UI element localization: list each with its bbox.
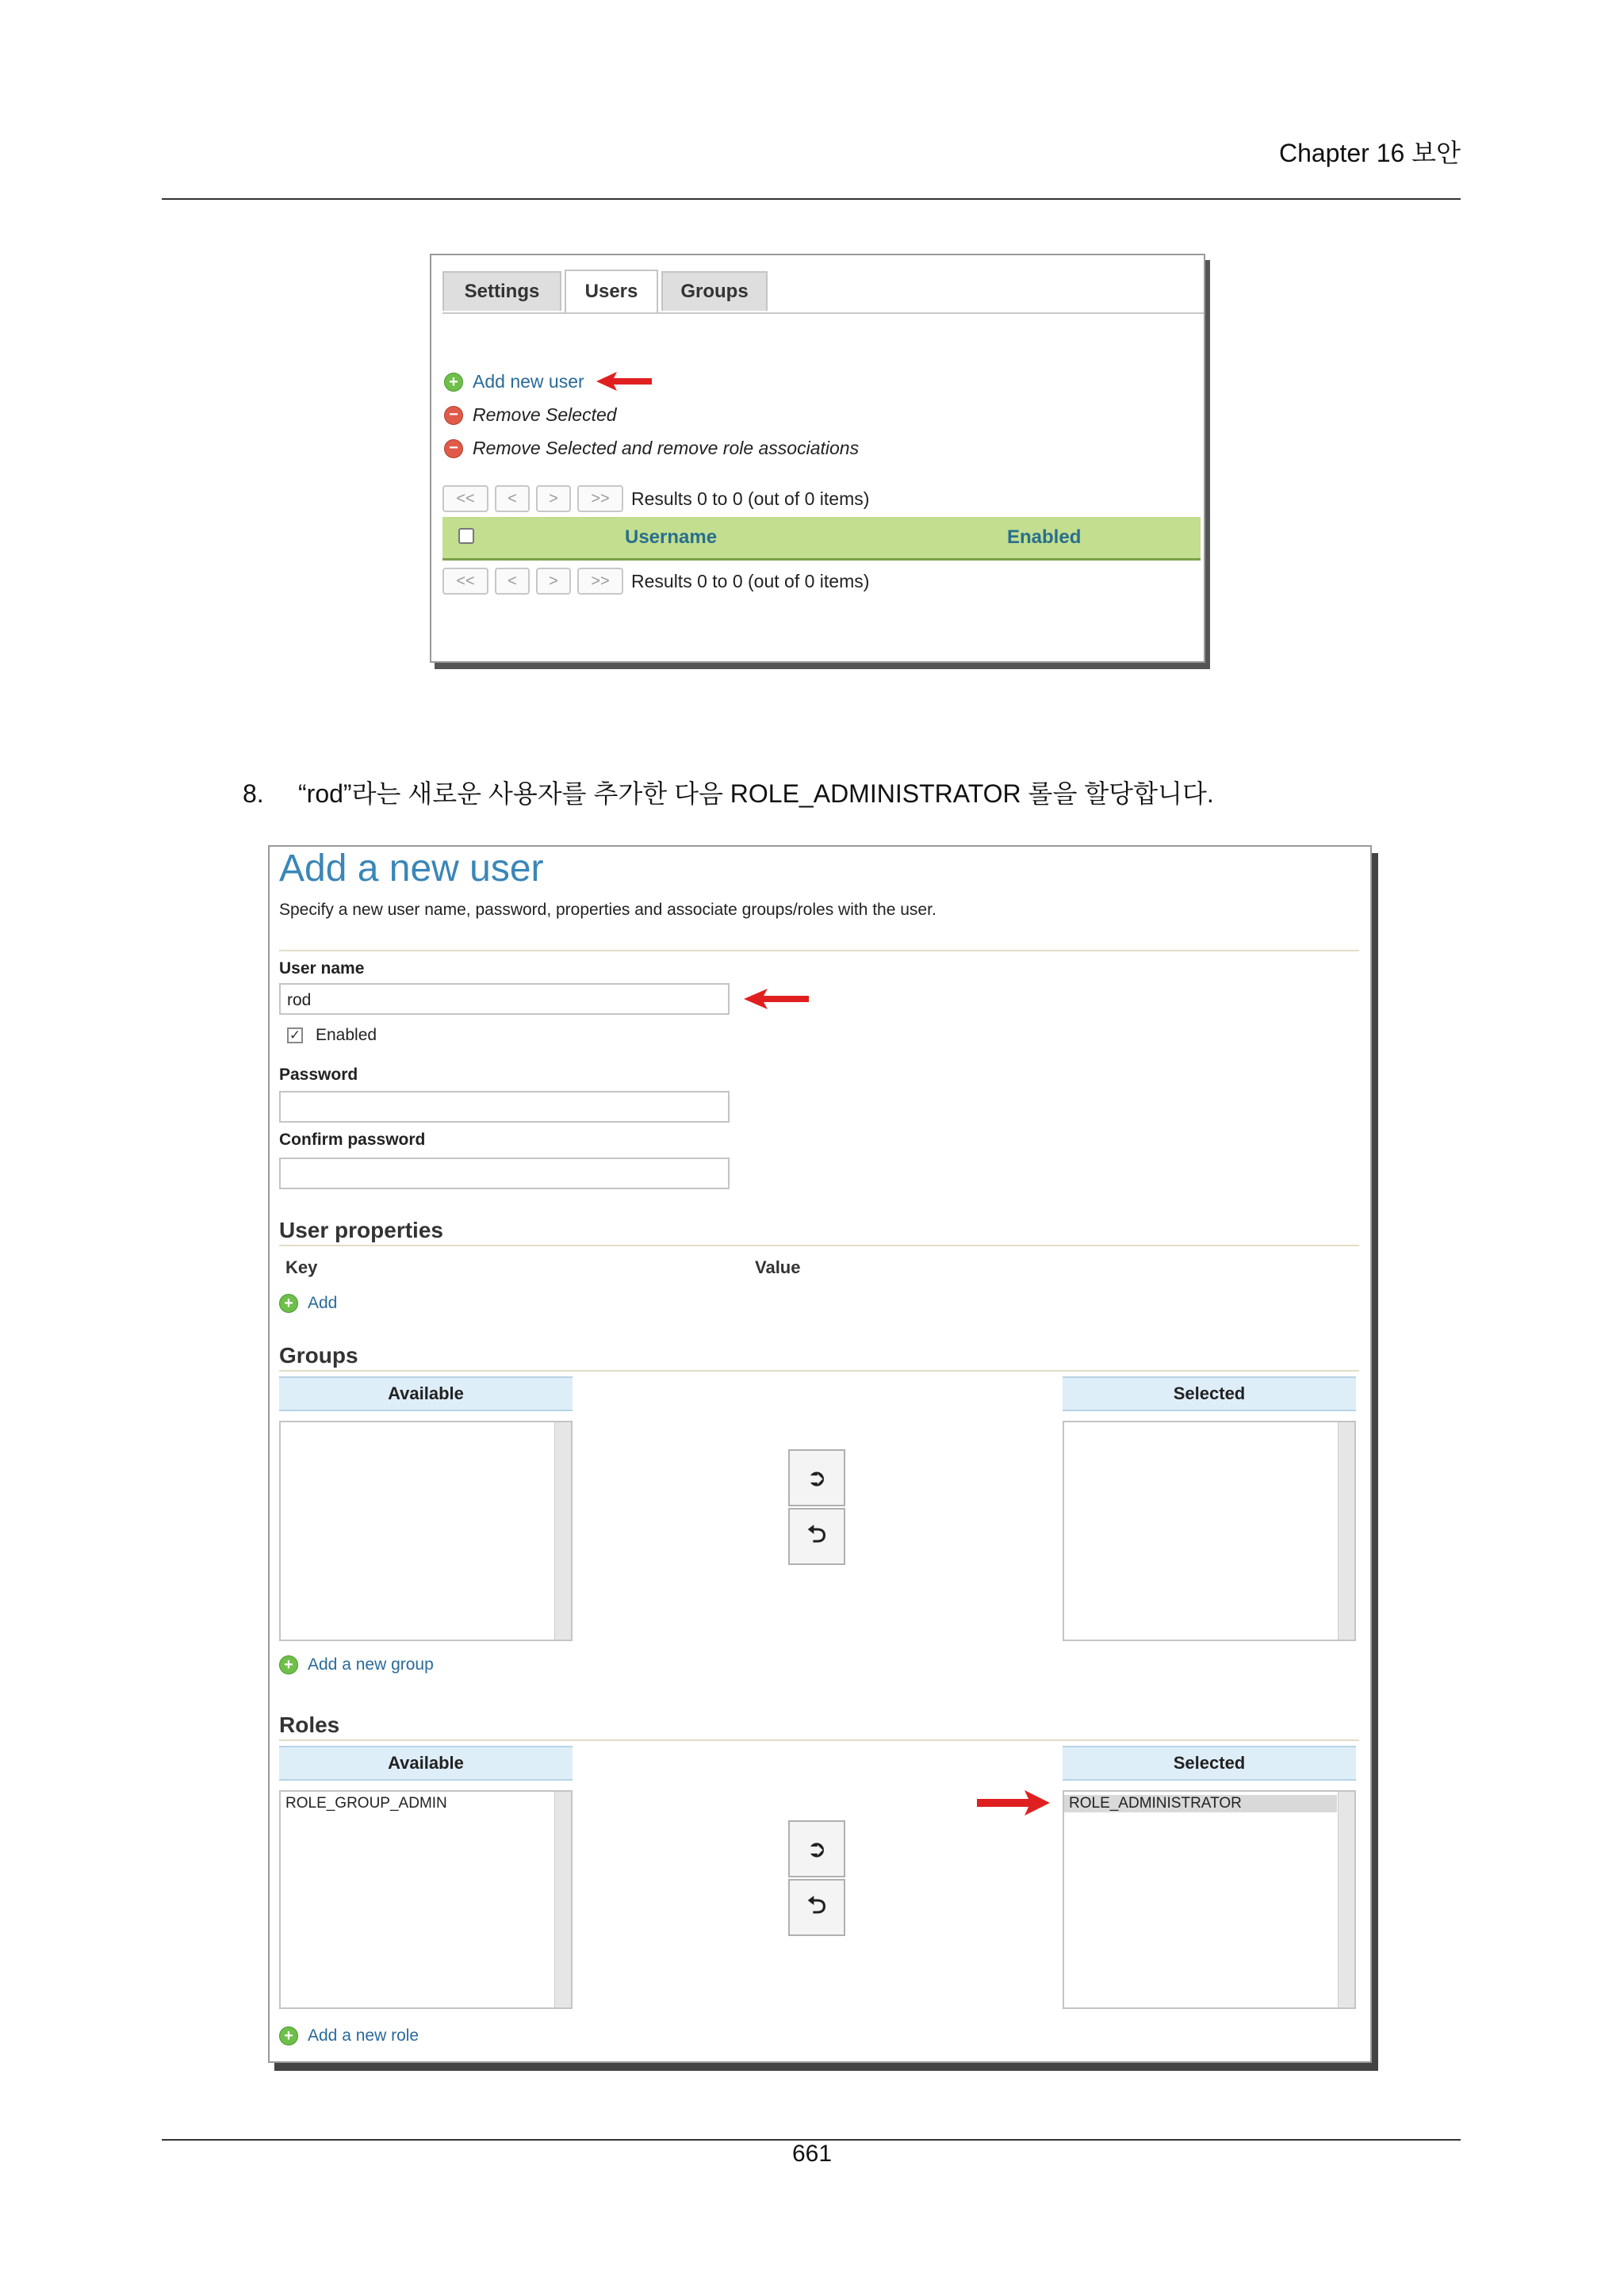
confirm-password-input[interactable] bbox=[279, 1158, 730, 1189]
pager-first-button[interactable]: << bbox=[442, 568, 488, 595]
form-description: Specify a new user name, password, properties and associate groups/roles with the user. bbox=[279, 901, 936, 919]
remove-icon: − bbox=[444, 439, 463, 458]
groups-available-header: Available bbox=[279, 1376, 573, 1411]
role-option-selected[interactable]: ROLE_ADMINISTRATOR bbox=[1064, 1795, 1337, 1812]
red-arrow-icon bbox=[975, 1787, 1051, 1819]
role-option[interactable]: ROLE_GROUP_ADMIN bbox=[285, 1795, 447, 1812]
remove-selected-roles-link[interactable] bbox=[444, 438, 859, 459]
step-instruction bbox=[243, 774, 1214, 810]
value-header: Value bbox=[755, 1257, 801, 1277]
add-group-link[interactable] bbox=[279, 1655, 434, 1674]
groups-selected-header: Selected bbox=[1063, 1376, 1356, 1411]
add-role-link[interactable] bbox=[279, 2026, 419, 2045]
user-name-label: User name bbox=[279, 959, 365, 978]
roles-add-button[interactable] bbox=[788, 1820, 845, 1877]
pager-next-button[interactable]: > bbox=[536, 485, 571, 512]
select-all-checkbox[interactable] bbox=[458, 528, 474, 544]
move-right-icon: ➲ bbox=[806, 1835, 827, 1862]
enabled-label: Enabled bbox=[316, 1026, 377, 1044]
groups-available-list[interactable] bbox=[279, 1421, 573, 1641]
pager-last-button[interactable]: >> bbox=[577, 485, 623, 512]
add-user-screenshot bbox=[268, 845, 1372, 2063]
add-icon: + bbox=[279, 1294, 298, 1313]
add-property-label: Add bbox=[308, 1294, 338, 1312]
step-number: 8. bbox=[243, 779, 264, 808]
red-arrow-icon bbox=[742, 986, 810, 1012]
tab-bar bbox=[442, 271, 1204, 314]
password-label: Password bbox=[279, 1066, 358, 1084]
users-panel-screenshot bbox=[430, 254, 1205, 663]
header-rule bbox=[162, 198, 1461, 200]
confirm-password-label: Confirm password bbox=[279, 1131, 426, 1149]
roles-title: Roles bbox=[279, 1712, 340, 1737]
roles-selected-header: Selected bbox=[1063, 1746, 1356, 1781]
add-icon: + bbox=[279, 2026, 298, 2045]
remove-icon: − bbox=[444, 406, 463, 425]
add-property-link[interactable] bbox=[279, 1294, 337, 1313]
add-new-user-label: Add new user bbox=[473, 371, 584, 392]
groups-add-button[interactable] bbox=[788, 1449, 845, 1506]
user-name-input[interactable]: rod bbox=[279, 983, 730, 1015]
users-grid-header bbox=[442, 517, 1201, 561]
move-left-icon: ⮌ bbox=[806, 1521, 827, 1548]
pager-prev-button[interactable]: < bbox=[495, 485, 530, 512]
remove-selected-roles-label: Remove Selected and remove role associations bbox=[473, 438, 860, 458]
key-header: Key bbox=[285, 1257, 318, 1277]
groups-title: Groups bbox=[279, 1343, 358, 1368]
divider bbox=[279, 1370, 1359, 1372]
password-input[interactable] bbox=[279, 1091, 730, 1123]
column-enabled[interactable]: Enabled bbox=[1007, 526, 1082, 548]
scrollbar[interactable] bbox=[554, 1792, 571, 2007]
add-group-label: Add a new group bbox=[308, 1655, 434, 1674]
add-icon: + bbox=[444, 373, 463, 392]
remove-selected-link[interactable] bbox=[444, 404, 617, 426]
roles-available-list[interactable] bbox=[279, 1790, 573, 2009]
tab-users[interactable]: Users bbox=[565, 270, 658, 312]
page-number: 661 bbox=[791, 2141, 833, 2167]
move-left-icon: ⮌ bbox=[806, 1892, 827, 1919]
divider bbox=[279, 1739, 1359, 1741]
form-title: Add a new user bbox=[279, 848, 544, 890]
add-new-user-link[interactable] bbox=[444, 371, 584, 392]
move-right-icon: ➲ bbox=[806, 1464, 827, 1491]
roles-selected-list[interactable] bbox=[1063, 1790, 1356, 2009]
add-role-label: Add a new role bbox=[308, 2026, 419, 2045]
enabled-checkbox[interactable]: ✓ bbox=[287, 1027, 303, 1043]
step-text: “rod”라는 새로운 사용자를 추가한 다음 ROLE_ADMINISTRATOR 롤을 할당합니다. bbox=[298, 779, 1214, 808]
divider bbox=[279, 1245, 1359, 1246]
pager-results: Results 0 to 0 (out of 0 items) bbox=[631, 488, 870, 509]
column-username[interactable]: Username bbox=[625, 526, 718, 548]
add-icon: + bbox=[279, 1655, 298, 1674]
scrollbar[interactable] bbox=[1338, 1422, 1354, 1640]
red-arrow-icon bbox=[595, 369, 653, 393]
roles-remove-button[interactable] bbox=[788, 1879, 845, 1936]
roles-available-header: Available bbox=[279, 1746, 573, 1781]
tab-settings[interactable]: Settings bbox=[442, 271, 561, 311]
scrollbar[interactable] bbox=[554, 1422, 571, 1640]
user-properties-title: User properties bbox=[279, 1218, 443, 1242]
pager-last-button[interactable]: >> bbox=[577, 568, 623, 595]
remove-selected-label: Remove Selected bbox=[473, 404, 617, 425]
pager-first-button[interactable]: << bbox=[442, 485, 488, 512]
scrollbar[interactable] bbox=[1338, 1792, 1354, 2007]
chapter-header: Chapter 16 보안 bbox=[1278, 139, 1461, 167]
pager-top bbox=[442, 485, 869, 512]
enabled-checkbox-row[interactable] bbox=[287, 1026, 377, 1045]
pager-results: Results 0 to 0 (out of 0 items) bbox=[631, 570, 870, 591]
pager-next-button[interactable]: > bbox=[536, 568, 571, 595]
pager-bottom bbox=[442, 568, 869, 595]
divider bbox=[279, 950, 1359, 951]
groups-remove-button[interactable] bbox=[788, 1508, 845, 1565]
pager-prev-button[interactable]: < bbox=[495, 568, 530, 595]
groups-selected-list[interactable] bbox=[1063, 1421, 1356, 1641]
tab-groups[interactable]: Groups bbox=[661, 271, 768, 311]
